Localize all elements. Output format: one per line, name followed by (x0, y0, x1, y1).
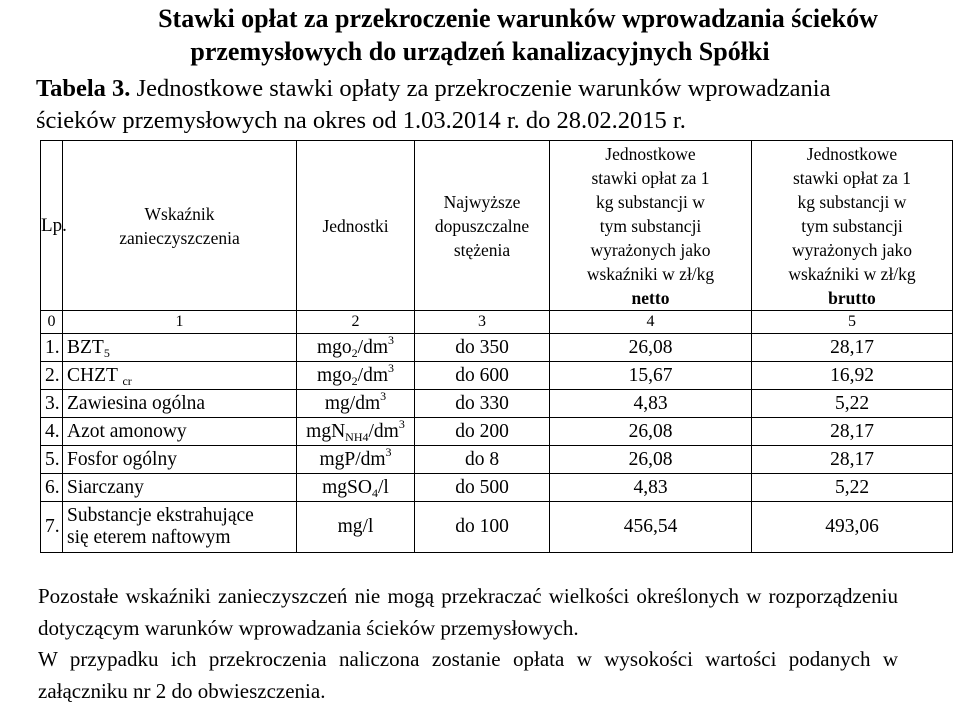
table-row (41, 362, 953, 390)
row-unit: mgP/$dm^3$ (297, 446, 415, 474)
header-max-concentration: Najwyższe dopuszczalne stężenia (415, 141, 550, 311)
row-lp: 2. (41, 362, 63, 390)
row-unit: $mgN_{NH4}/dm^3$ (297, 418, 415, 446)
table-row (41, 446, 953, 474)
row-unit: mgSO$_4$/l (297, 474, 415, 502)
row-gross: 5,22 (752, 390, 953, 418)
row-indicator: Azot amonowy (63, 418, 297, 446)
row-gross: 28,17 (752, 446, 953, 474)
column-number: 3 (415, 311, 550, 334)
row-lp: 6. (41, 474, 63, 502)
row-net: 26,08 (550, 446, 752, 474)
row-unit: $mgo_2/dm^3$ (297, 362, 415, 390)
row-gross: 5,22 (752, 474, 953, 502)
footer-paragraph-2: W przypadku ich przekroczenia naliczona zostanie opłata w wysokości wartości podanych w załączniku nr 2 do obwieszczenia. (38, 647, 898, 703)
header-gross-rate: Jednostkowe stawki opłat za 1 kg substancji w tym substancji wyrażonych jako wskaźniki w zł/kg brutto (752, 141, 953, 311)
table-caption (36, 73, 916, 137)
header-indicator: Wskaźnik zanieczyszczenia (63, 141, 297, 311)
column-number: 4 (550, 311, 752, 334)
row-net: 15,67 (550, 362, 752, 390)
row-unit: $mgo_2/dm^3$ (297, 334, 415, 362)
column-number: 1 (63, 311, 297, 334)
table-row (41, 334, 953, 362)
column-number: 0 (41, 311, 63, 334)
column-number: 5 (752, 311, 953, 334)
title-line-1: Stawki opłat za przekroczenie warunków wprowadzania ścieków (158, 4, 878, 33)
row-max: do 600 (415, 362, 550, 390)
row-lp: 3. (41, 390, 63, 418)
row-net: 4,83 (550, 474, 752, 502)
row-max: do 500 (415, 474, 550, 502)
row-net: 26,08 (550, 418, 752, 446)
row-lp: 5. (41, 446, 63, 474)
row-gross: 16,92 (752, 362, 953, 390)
row-indicator: Substancje ekstrahujące się eterem naftowym (63, 502, 297, 553)
footer-paragraph-1: Pozostałe wskaźniki zanieczyszczeń nie mogą przekraczać wielkości określonych w rozporządzeniu dotyczącym warunków wprowadzania ścieków przemysłowych. (38, 584, 898, 640)
table-row (41, 474, 953, 502)
header-lp: Lp. (41, 141, 63, 311)
row-gross: 28,17 (752, 418, 953, 446)
row-lp: 7. (41, 502, 63, 553)
title-line-2: przemysłowych do urządzeń kanalizacyjnych Spółki (190, 37, 770, 66)
row-indicator: CHZT $_{cr}$ (63, 362, 297, 390)
row-lp: 1. (41, 334, 63, 362)
row-indicator: Zawiesina ogólna (63, 390, 297, 418)
column-number-row (41, 311, 953, 334)
table-caption-line-2: ścieków przemysłowych na okres od 1.03.2014 r. do 28.02.2015 r. (36, 107, 686, 134)
table-row (41, 418, 953, 446)
table-row (41, 390, 953, 418)
row-net: 26,08 (550, 334, 752, 362)
header-units: Jednostki (297, 141, 415, 311)
row-indicator: Siarczany (63, 474, 297, 502)
row-net: 456,54 (550, 502, 752, 553)
row-max: do 200 (415, 418, 550, 446)
row-gross: 493,06 (752, 502, 953, 553)
row-max: do 100 (415, 502, 550, 553)
table-label: Tabela 3. (36, 75, 131, 102)
row-unit: $mg/dm^3$ (297, 390, 415, 418)
table-caption-line-1: Jednostkowe stawki opłaty za przekroczenie warunków wprowadzania (130, 75, 831, 102)
row-max: do 8 (415, 446, 550, 474)
row-max: do 350 (415, 334, 550, 362)
row-net: 4,83 (550, 390, 752, 418)
row-max: do 330 (415, 390, 550, 418)
column-number: 2 (297, 311, 415, 334)
row-lp: 4. (41, 418, 63, 446)
document-title (0, 2, 960, 68)
row-indicator: $BZT_5$ (63, 334, 297, 362)
header-net-rate: Jednostkowe stawki opłat za 1 kg substancji w tym substancji wyrażonych jako wskaźniki w zł/kg netto (550, 141, 752, 311)
table-row (41, 502, 953, 553)
row-unit: mg/l (297, 502, 415, 553)
row-gross: 28,17 (752, 334, 953, 362)
header-row (41, 141, 953, 311)
row-indicator: Fosfor ogólny (63, 446, 297, 474)
footer-text (38, 581, 898, 707)
rates-table (40, 140, 953, 553)
